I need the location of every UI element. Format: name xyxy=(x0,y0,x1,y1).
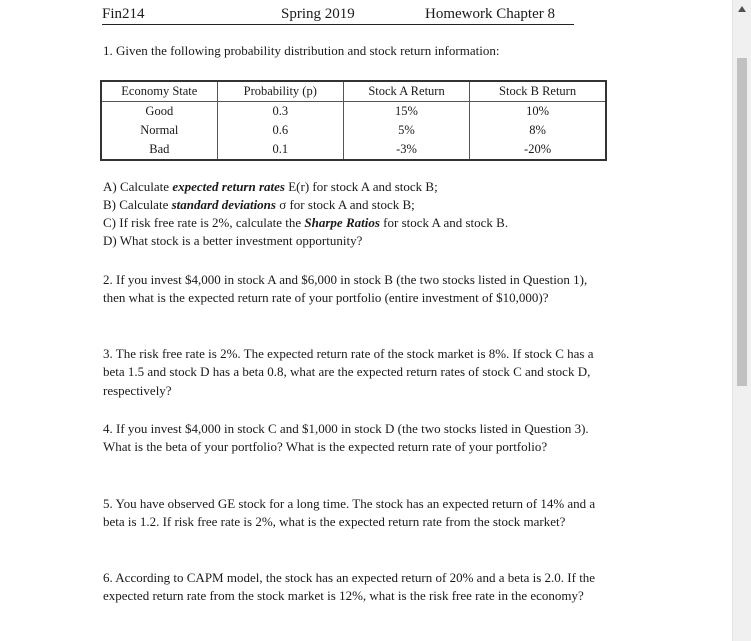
probability-table xyxy=(100,80,607,161)
table-cell: Bad xyxy=(149,142,170,156)
question-1c: C) If risk free rate is 2%, calculate the Sharpe Ratios for stock A and stock B. xyxy=(103,215,509,230)
question-2: 2. If you invest $4,000 in stock A and $6,000 in stock B (the two stocks listed in Question 1), then what is the expected return rate of your portfolio (entire investment of $10,000)? xyxy=(103,272,588,306)
question-1a: A) Calculate expected return rates E(r) for stock A and stock B; xyxy=(103,179,438,194)
question-1d: D) What stock is a better investment opportunity? xyxy=(103,233,363,248)
table-header: Stock B Return xyxy=(470,81,606,102)
table-cell: -3% xyxy=(343,140,469,160)
table-cell: 5% xyxy=(343,121,469,140)
table-row xyxy=(101,121,606,140)
table-header: Economy State xyxy=(101,81,217,102)
question-1b: B) Calculate standard deviations σ for stock A and stock B; xyxy=(103,197,415,212)
table-cell: 0.3 xyxy=(217,102,343,122)
chevron-up-icon[interactable] xyxy=(738,6,746,12)
table-cell: 0.1 xyxy=(217,140,343,160)
header-underline xyxy=(102,24,574,25)
table-row xyxy=(101,102,606,122)
vertical-scrollbar[interactable] xyxy=(732,0,751,641)
table-header: Probability (p) xyxy=(217,81,343,102)
question-3: 3. The risk free rate is 2%. The expected return rate of the stock market is 8%. If stock C has a beta 1.5 and stock D has a beta 0.8, what are the expected return rates of stock C and stock D, respectively? xyxy=(103,346,594,398)
table-cell: 0.6 xyxy=(217,121,343,140)
table-cell: 10% xyxy=(470,102,606,122)
table-row xyxy=(101,140,606,160)
question-6: 6. According to CAPM model, the stock has an expected return of 20% and a beta is 2.0. If the expected return rate from the stock market is 12%, what is the risk free rate in the economy? xyxy=(103,570,596,604)
question-1-intro: 1. Given the following probability distribution and stock return information: xyxy=(103,43,500,58)
table-cell: Normal xyxy=(140,123,179,137)
scrollbar-thumb[interactable] xyxy=(737,58,747,386)
course-code: Fin214 xyxy=(102,6,145,22)
assignment-title: Homework Chapter 8 xyxy=(425,6,555,22)
term: Spring 2019 xyxy=(281,6,355,22)
question-5: 5. You have observed GE stock for a long time. The stock has an expected return of 14% and a beta is 1.2. If risk free rate is 2%, what is the expected return rate from the stock market? xyxy=(103,496,596,530)
table-cell: Good xyxy=(145,104,174,118)
table-cell: 15% xyxy=(343,102,469,122)
table-header-row xyxy=(101,81,606,102)
table-cell: 8% xyxy=(470,121,606,140)
table-header: Stock A Return xyxy=(343,81,469,102)
question-4: 4. If you invest $4,000 in stock C and $1,000 in stock D (the two stocks listed in Question 3). What is the beta of your portfolio? What is the expected return rate of your portfolio? xyxy=(103,421,589,455)
table-cell: -20% xyxy=(470,140,606,160)
